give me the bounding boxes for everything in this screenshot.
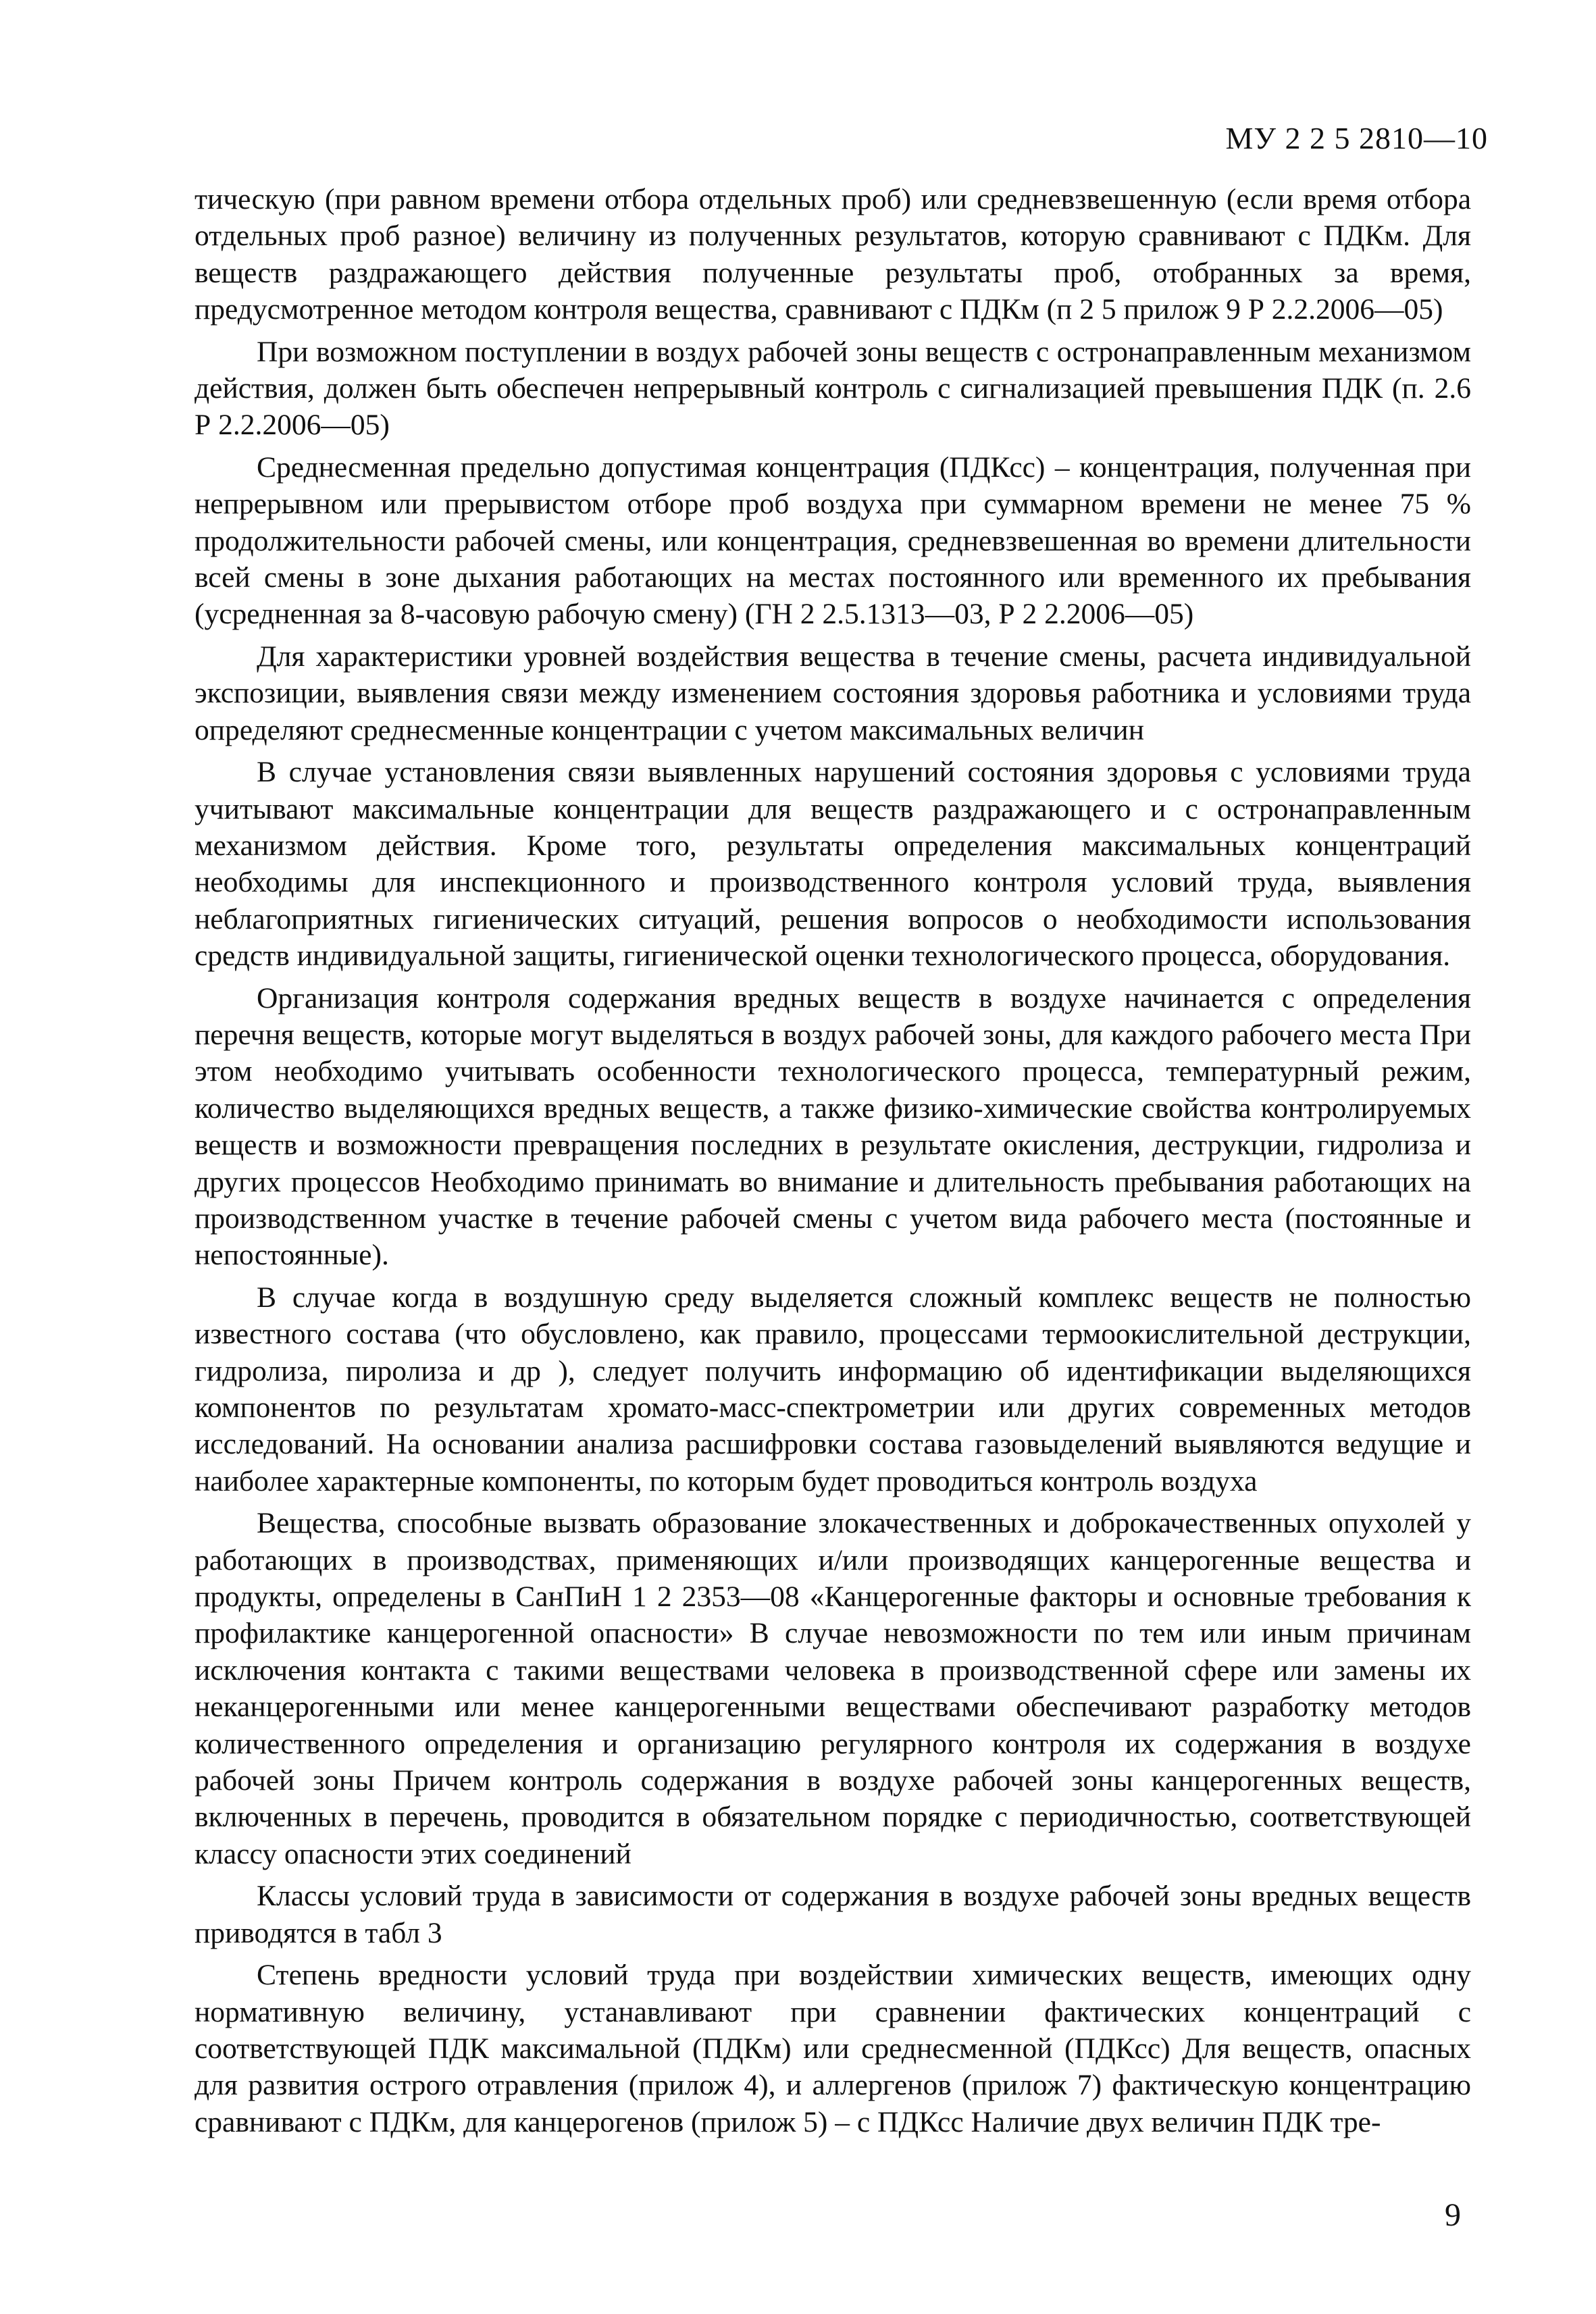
paragraph-9: Классы условий труда в зависимости от содержания в воздухе рабочей зоны вредных веществ приводятся в табл 3 [195, 1880, 1471, 1949]
page-number: 9 [1445, 2197, 1461, 2233]
paragraph-10: Степень вредности условий труда при воздействии химических веществ, имеющих одну нормативную величину, устанавливают при сравнении фактических концентраций с соответствующей ПДК максимальной (ПДКм) или среднесменной (ПДКсс) Для веществ, опасных для развития острого отравления (прилож 4), и аллергенов (прилож 7) фактическую концентрацию сравнивают с ПДКм, для канцерогенов (прилож 5) – с ПДКсс Наличие двух величин ПДК тре- [195, 1959, 1471, 2138]
document-body [195, 181, 1471, 2146]
document-code-header: МУ 2 2 5 2810—10 [1225, 121, 1488, 155]
paragraph-7: В случае когда в воздушную среду выделяется сложный комплекс веществ не полностью известного состава (что обусловлено, как правило, процессами термоокислительной деструкции, гидролиза, пиролиза и др ), следует получить информацию об идентификации выделяющихся компонентов по результатам хромато-масс-спектрометрии или других современных методов исследований. На основании анализа расшифровки состава газовыделений выявляются ведущие и наиболее характерные компоненты, по которым будет проводиться контроль воздуха [195, 1281, 1471, 1497]
paragraph-6: Организация контроля содержания вредных веществ в воздухе начинается с определения перечня веществ, которые могут выделяться в воздух рабочей зоны, для каждого рабочего места При этом необходимо учитывать особенности технологического процесса, температурный режим, количество выделяющихся вредных веществ, а также физико-химические свойства контролируемых веществ и возможности превращения последних в результате окисления, деструкции, гидролиза и других процессов Необходимо принимать во внимание и длительность пребывания работающих на производственном участке в течение рабочей смены с учетом вида рабочего места (постоянные и непостоянные). [195, 981, 1471, 1272]
paragraph-4: Для характеристики уровней воздействия вещества в течение смены, расчета индивидуальной экспозиции, выявления связи между изменением состояния здоровья работника и условиями труда определяют среднесменные концентрации с учетом максимальных величин [195, 640, 1471, 746]
paragraph-5: В случае установления связи выявленных нарушений состояния здоровья с условиями труда учитывают максимальные концентрации для веществ раздражающего и с остронаправленным механизмом действия. Кроме того, результаты определения максимальных концентраций необходимы для инспекционного и производственного контроля условий труда, выявления неблагоприятных гигиенических ситуаций, решения вопросов о необходимости использования средств индивидуальной защиты, гигиенической оценки технологического процесса, оборудования. [195, 756, 1471, 973]
paragraph-1: тическую (при равном времени отбора отдельных проб) или средневзвешенную (если время отбора отдельных проб разное) величину из полученных результатов, которую сравнивают с ПДКм. Для веществ раздражающего действия полученные результаты проб, отобранных за время, предусмотренное методом контроля вещества, сравнивают с ПДКм (п 2 5 прилож 9 Р 2.2.2006—05) [195, 183, 1471, 326]
paragraph-2: При возможном поступлении в воздух рабочей зоны веществ с остронаправленным механизмом действия, должен быть обеспечен непрерывный контроль с сигнализацией превышения ПДК (п. 2.6 Р 2.2.2006—05) [195, 335, 1471, 442]
paragraph-8: Вещества, способные вызвать образование злокачественных и доброкачественных опухолей у работающих в производствах, применяющих и/или производящих канцерогенные вещества и продукты, определены в СанПиН 1 2 2353—08 «Канцерогенные факторы и основные требования к профилактике канцерогенной опасности» В случае невозможности по тем или иным причинам исключения контакта с такими веществами человека в производственной сфере или замены их неканцерогенными или менее канцерогенными веществами обеспечивают разработку методов количественного определения и организацию регулярного контроля их содержания в воздухе рабочей зоны Причем контроль содержания в воздухе рабочей зоны канцерогенных веществ, включенных в перечень, проводится в обязательном порядке с периодичностью, соответствующей классу опасности этих соединений [195, 1507, 1471, 1870]
paragraph-3: Среднесменная предельно допустимая концентрация (ПДКсс) – концентрация, полученная при непрерывном или прерывистом отборе проб воздуха при суммарном времени не менее 75 % продолжительности рабочей смены, или концентрация, средневзвешенная во времени длительности всей смены в зоне дыхания работающих на местах постоянного или временного их пребывания (усредненная за 8-часовую рабочую смену) (ГН 2 2.5.1313—03, Р 2 2.2006—05) [195, 451, 1471, 631]
